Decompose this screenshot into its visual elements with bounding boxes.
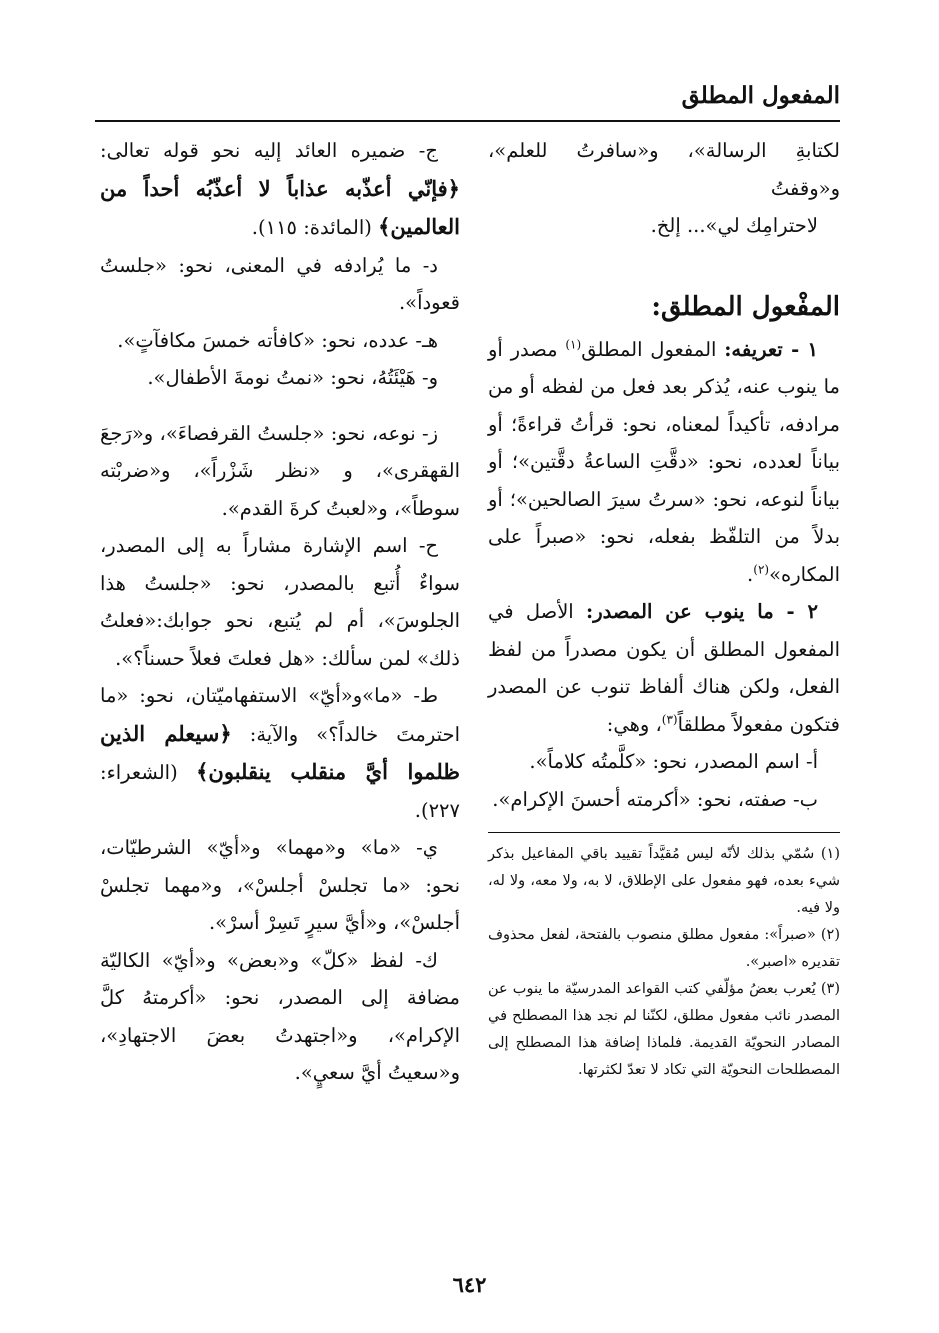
definition-text-c: . [747, 562, 754, 586]
list-item-dal: د- ما يُرادفه في المعنى، نحو: «جلستُ قعوداً». [100, 253, 460, 314]
list-item-jeem-text: ج- ضميره العائد إليه نحو قوله تعالى: [100, 139, 438, 162]
footnote-ref-3[interactable]: (٣) [661, 712, 678, 726]
right-column [488, 132, 840, 1084]
list-item-ha: هـ- عدده، نحو: «كافأته خمسَ مكافآتٍ». [117, 328, 438, 352]
footnote-rule [488, 832, 840, 833]
list-item-waw: و- هَيْئَتُهُ، نحو: «نمتُ نومةَ الأطفال». [147, 366, 438, 389]
footnote-ref-2[interactable]: (٢) [753, 562, 770, 576]
footnote-3: (٣) يُعرب بعضُ مؤلّفي كتب القواعد المدرسيّة ما ينوب عن المصدر نائب مفعول مطلق، لكنّنا لم نجد هذا المصطلح في المصادر النحويّة القديمة. فلماذا إضافة هذا المصطلح إلى المصطلحات النحويّة التي تكاد لا تعدّ لكثرتها. [488, 981, 840, 1078]
header-rule [95, 120, 840, 122]
list-item-zay: ز- نوعه، نحو: «جلستُ القرفصاءَ»، و«رَجعَ القهقرى»، و «نظر شَزْراً»، و«ضربْته سوطاً»، و«لعبتُ كرةَ القدم». [100, 421, 460, 520]
list-item-ya: ي- «ما» و«مهما» و«أيّ» الشرطيّات، نحو: «ما تجلسْ أجلسْ»، و«مهما تجلسْ أجلسْ»، و«أيَّ سيرٍ تَسِرْ أسرْ». [100, 836, 460, 934]
list-item-tta-citation: (الشعراء: ٢٢٧). [100, 761, 460, 822]
list-item-b: ب- صفته، نحو: «أكرمته أحسنَ الإكرام». [492, 787, 818, 811]
definition-paragraph [488, 331, 840, 594]
footnote-ref-1[interactable]: (١) [565, 337, 582, 351]
substitute-label: ٢ - ما ينوب عن المصدر: [586, 600, 818, 623]
quran-verse-maidah: ﴿فإنّي أعذّبه عذاباً لا أعذّبُه أحداً من العالمين﴾ [100, 175, 460, 239]
definition-text-a: المفعول المطلق [581, 337, 725, 361]
list-item-a: أ- اسم المصدر، نحو: «كلَّمتُه كلاماً». [529, 750, 818, 773]
list-item-hha: ح- اسم الإشارة مشاراً به إلى المصدر، سواءٌ أُتبع بالمصدر، نحو: «جلستُ هذا الجلوسَ»، أم لم يُتبع، نحو جوابك:«فعلتُ ذلك» لمن سألك: «هل فعلتَ فعلاً حسناً؟». [100, 534, 460, 670]
list-item-tta-text: ط- «ما»و«أيّ» الاستفهاميّتان، نحو: «ما احترمتَ خالداً؟» والآية: [100, 684, 460, 746]
page-number: ٦٤٢ [452, 1272, 487, 1297]
section-title: المفْعول المطلق: [651, 291, 840, 322]
list-item-jeem [100, 132, 460, 247]
substitute-paragraph [488, 593, 840, 743]
footnote-1: (١) سُمّي بذلك لأنّه ليس مُقيَّداً تقييد باقي المفاعيل بذكر شيء بعده، فهو مفعول على الإطلاق، لا به، ولا معه، ولا له، ولا فيه. [488, 846, 840, 916]
intro-line-1: لكتابةِ الرسالة»، و«سافرتُ للعلم»، و«وقفتُ [488, 139, 840, 200]
footnote-2: (٢) «صبراً»: مفعول مطلق منصوب بالفتحة، لفعل محذوف تقديره «اصبر». [488, 927, 840, 970]
definition-label: ١ - تعريفه: [724, 337, 818, 361]
quran-verse-shuara: ﴿سيعلم الذين ظلموا أيَّ منقلب ينقلبون﴾ [100, 720, 460, 784]
list-item-jeem-citation: (المائدة: ١١٥). [251, 216, 379, 239]
definition-text-b: مصدر أو ما ينوب عنه، يُذكر بعد فعل من لفظه أو من مرادفه، تأكيداً لمعناه، نحو: قرأتُ قراءةً؛ أو بياناً لعدده، نحو: «دقَّتِ الساعةُ دقَّتين»؛ أو بياناً لنوعه، نحو: «سرتُ سيرَ الصالحين»؛ أو بدلاً من التلفّظ بفعله، نحو: «صبراً على المكاره» [488, 337, 840, 586]
left-column [100, 132, 460, 1092]
substitute-text-a: الأصل في المفعول المطلق أن يكون مصدراً من لفظ الفعل، ولكن هناك ألفاظ تنوب عن المصدر فتكون مفعولاً مطلقاً [488, 600, 840, 736]
list-item-kaf: ك- لفظ «كلّ» و«بعض» و«أيّ» الكاليّة مضافة إلى المصدر، نحو: «أكرمتهُ كلَّ الإكرام»، و«اجتهدتُ بعضَ الاجتهادِ»، و«سعيتُ أيَّ سعيٍ». [100, 948, 460, 1084]
substitute-text-b: ، وهي: [606, 712, 662, 736]
intro-line-2: لاحترامِك لي»... إلخ. [650, 214, 818, 237]
list-item-tta [100, 677, 460, 829]
running-head: المفعول المطلق [681, 82, 840, 109]
